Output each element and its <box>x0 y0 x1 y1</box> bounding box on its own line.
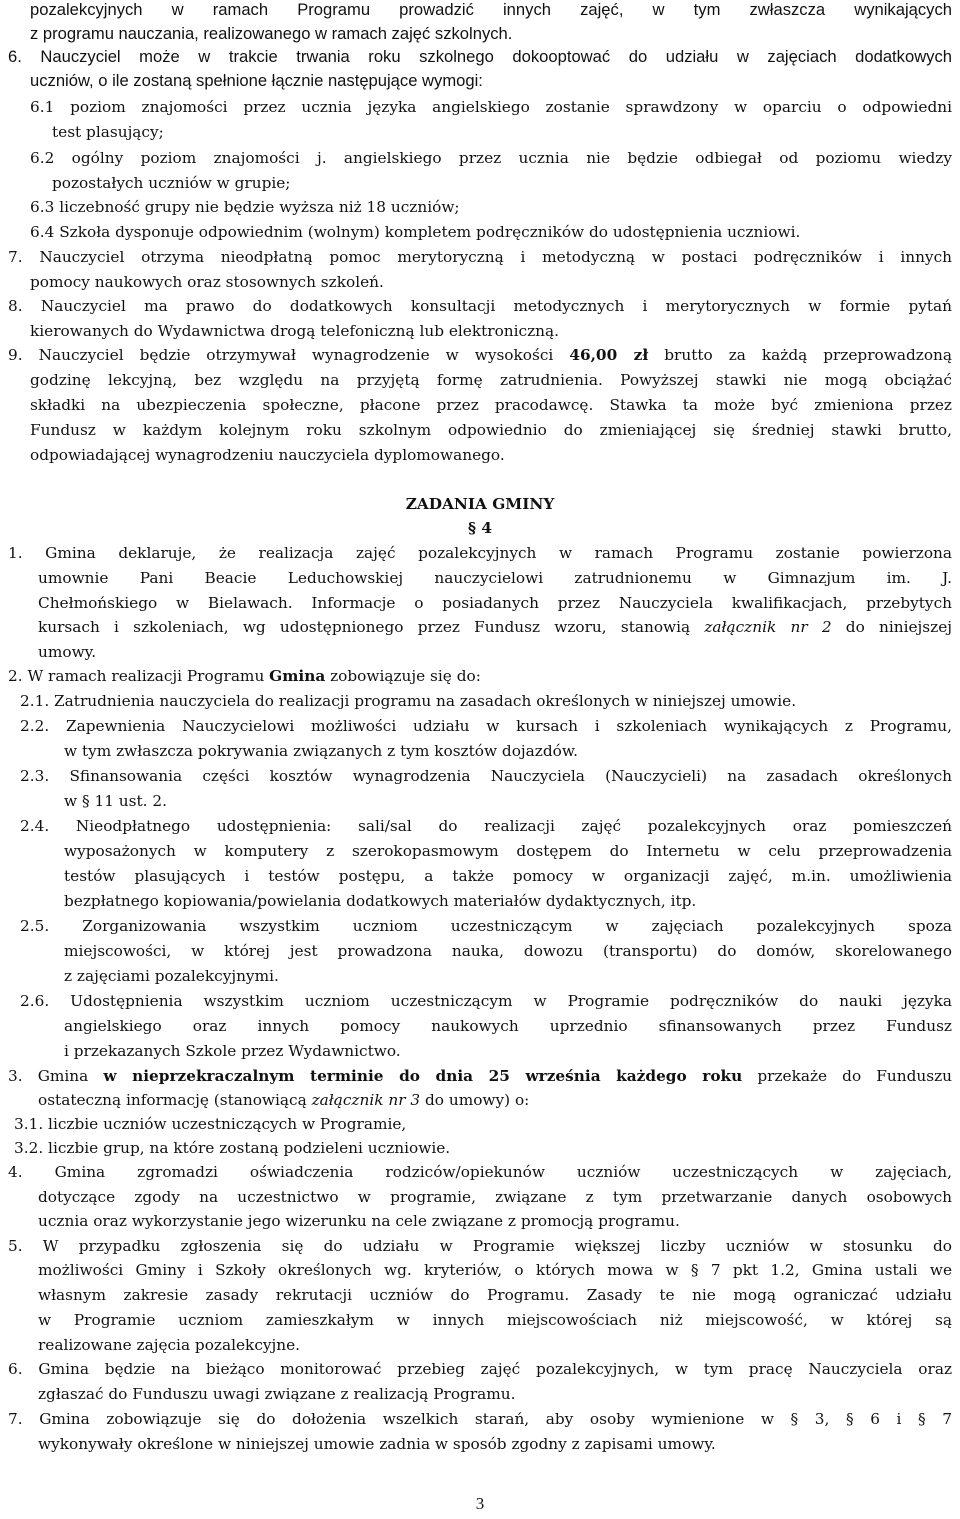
text-line: ZADANIA GMINY <box>405 495 555 513</box>
text-line: 3.2. liczbie grup, na które zostaną podzieleni uczniowie. <box>14 1139 451 1157</box>
text-line: 3. Gmina w nieprzekraczalnym terminie do dnia 25 września każdego roku przekaże do Funduszu <box>8 1067 952 1085</box>
text-line: ucznia oraz wykorzystanie jego wizerunku na cele związane z promocją programu. <box>38 1212 680 1230</box>
text-line: bezpłatnego kopiowania/powielania dodatkowych materiałów dydaktycznych, itp. <box>64 892 697 910</box>
text-line: 6.4 Szkoła dysponuje odpowiednim (wolnym) kompletem podręczników do udostępnienia uczniowi. <box>30 223 801 241</box>
text-line: pomocy naukowych oraz stosownych szkoleń. <box>30 273 384 291</box>
text-line: wykonywały określone w niniejszej umowie zadnia w sposób zgodny z zapisami umowy. <box>38 1435 716 1453</box>
text-line: pozostałych uczniów w grupie; <box>52 174 291 192</box>
text-line: 6.2 ogólny poziom znajomości j. angielskiego przez ucznia nie będzie odbiegał od poziomu wiedzy <box>30 149 952 167</box>
text-line: możliwości Gminy i Szkoły określonych wg. kryteriów, o których mowa w § 7 pkt 1.2, Gmina ustali we <box>38 1261 952 1279</box>
text-line: miejscowości, w której jest prowadzona nauka, dowozu (transportu) do domów, skorelowanego <box>64 942 952 960</box>
text-line: odpowiadającej wynagrodzeniu nauczyciela dyplomowanego. <box>30 446 505 464</box>
text-line: 2.4. Nieodpłatnego udostępnienia: sali/sal do realizacji zajęć pozalekcyjnych oraz pomieszczeń <box>20 817 952 835</box>
text-line: 2.3. Sfinansowania części kosztów wynagrodzenia Nauczyciela (Nauczycieli) na zasadach określonych <box>20 767 952 785</box>
text-line: 2.6. Udostępnienia wszystkim uczniom uczestniczącym w Programie podręczników do nauki języka <box>20 992 952 1010</box>
text-line: 7. Gmina zobowiązuje się do dołożenia wszelkich starań, aby osoby wymienione w § 3, § 6 i § 7 <box>8 1410 952 1428</box>
text-line: dotyczące zgody na uczestnictwo w programie, związane z tym przetwarzanie danych osobowych <box>38 1188 952 1206</box>
text-line: pozalekcyjnych w ramach Programu prowadzić innych zajęć, w tym zwłaszcza wynikających <box>30 0 952 19</box>
text-line: w tym zwłaszcza pokrywania związanych z tym kosztów dojazdów. <box>64 742 578 760</box>
text-line: 6.3 liczebność grupy nie będzie wyższa niż 18 uczniów; <box>30 198 460 216</box>
text-line: 6. Nauczyciel może w trakcie trwania roku szkolnego dokooptować do udziału w zajęciach dodatkowych <box>8 47 952 66</box>
text-line: godzinę lekcyjną, bez względu na przyjętą formę zatrudnienia. Powyższej stawki nie mogą obciążać <box>30 371 952 389</box>
text-line: umownie Pani Beacie Leduchowskiej nauczycielowi zatrudnionemu w Gimnazjum im. J. <box>38 569 952 587</box>
text-line: realizowane zajęcia pozalekcyjne. <box>38 1336 301 1354</box>
text-line: angielskiego oraz innych pomocy naukowych uprzednio sfinansowanych przez Fundusz <box>64 1017 952 1035</box>
text-line: ostateczną informację (stanowiącą załącznik nr 3 do umowy) o: <box>38 1091 530 1109</box>
text-line: z programu nauczania, realizowanego w ramach zajęć szkolnych. <box>30 24 513 43</box>
text-line: w Programie uczniom zamieszkałym w innych miejscowościach niż miejscowość, w której są <box>38 1311 952 1329</box>
text-line: testów plasujących i testów postępu, a także pomocy w organizacji zajęć, m.in. umożliwienia <box>64 867 952 885</box>
text-line: uczniów, o ile zostaną spełnione łącznie następujące wymogi: <box>30 71 483 90</box>
text-line: umowy. <box>38 643 97 661</box>
text-line: 6. Gmina będzie na bieżąco monitorować przebieg zajęć pozalekcyjnych, w tym pracę Nauczyciela oraz <box>8 1360 952 1378</box>
text-line: 3.1. liczbie uczniów uczestniczących w Programie, <box>14 1115 407 1133</box>
text-line: Fundusz w każdym kolejnym roku szkolnym odpowiednio do zmieniającej się średniej stawki brutto, <box>30 421 952 439</box>
text-line: wyposażonych w komputery z szerokopasmowym dostępem do Internetu w celu przeprowadzenia <box>64 842 952 860</box>
text-line: w § 11 ust. 2. <box>64 792 167 810</box>
text-line: test plasujący; <box>52 123 164 141</box>
text-line: kierowanych do Wydawnictwa drogą telefoniczną lub elektroniczną. <box>30 322 560 340</box>
text-line: zgłaszać do Funduszu uwagi związane z realizacją Programu. <box>38 1385 516 1403</box>
text-line: 7. Nauczyciel otrzyma nieodpłatną pomoc merytoryczną i metodyczną w postaci podręczników i innych <box>8 248 952 266</box>
page-number: 3 <box>475 1494 485 1513</box>
text-line: i przekazanych Szkole przez Wydawnictwo. <box>64 1042 401 1060</box>
text-line: własnym zakresie zasady rekrutacji uczniów do Programu. Zasady te nie mogą ograniczać udziału <box>38 1286 952 1304</box>
text-line: 2.1. Zatrudnienia nauczyciela do realizacji programu na zasadach określonych w niniejszej umowie. <box>20 692 797 710</box>
text-line: 9. Nauczyciel będzie otrzymywał wynagrodzenie w wysokości 46,00 zł brutto za każdą przeprowadzoną <box>8 346 952 364</box>
text-line: 5. W przypadku zgłoszenia się do udziału w Programie większej liczby uczniów w stosunku do <box>8 1237 952 1255</box>
text-line: 6.1 poziom znajomości przez ucznia języka angielskiego zostanie sprawdzony w oparciu o odpowiedni <box>30 98 952 116</box>
text-line: § 4 <box>468 519 492 537</box>
text-line: składki na ubezpieczenia społeczne, płacone przez pracodawcę. Stawka ta może być zmieniona przez <box>30 396 952 414</box>
text-line: z zajęciami pozalekcyjnymi. <box>64 967 279 985</box>
text-line: 2.5. Zorganizowania wszystkim uczniom uczestniczącym w zajęciach pozalekcyjnych spoza <box>20 917 952 935</box>
text-line: 2.2. Zapewnienia Nauczycielowi możliwości udziału w kursach i szkoleniach wynikających z Programu, <box>20 717 952 735</box>
text-line: kursach i szkoleniach, wg udostępnionego przez Fundusz wzoru, stanowią załącznik nr 2 do niniejszej <box>38 618 952 636</box>
text-line: Chełmońskiego w Bielawach. Informacje o posiadanych przez Nauczyciela kwalifikacjach, przebytych <box>38 594 952 612</box>
text-line: 8. Nauczyciel ma prawo do dodatkowych konsultacji metodycznych i merytorycznych w formie pytań <box>8 297 952 315</box>
text-line: 1. Gmina deklaruje, że realizacja zajęć pozalekcyjnych w ramach Programu zostanie powierzona <box>8 544 952 562</box>
text-line: 4. Gmina zgromadzi oświadczenia rodziców/opiekunów uczniów uczestniczących w zajęciach, <box>8 1163 952 1181</box>
text-line: 2. W ramach realizacji Programu Gmina zobowiązuje się do: <box>8 667 481 685</box>
